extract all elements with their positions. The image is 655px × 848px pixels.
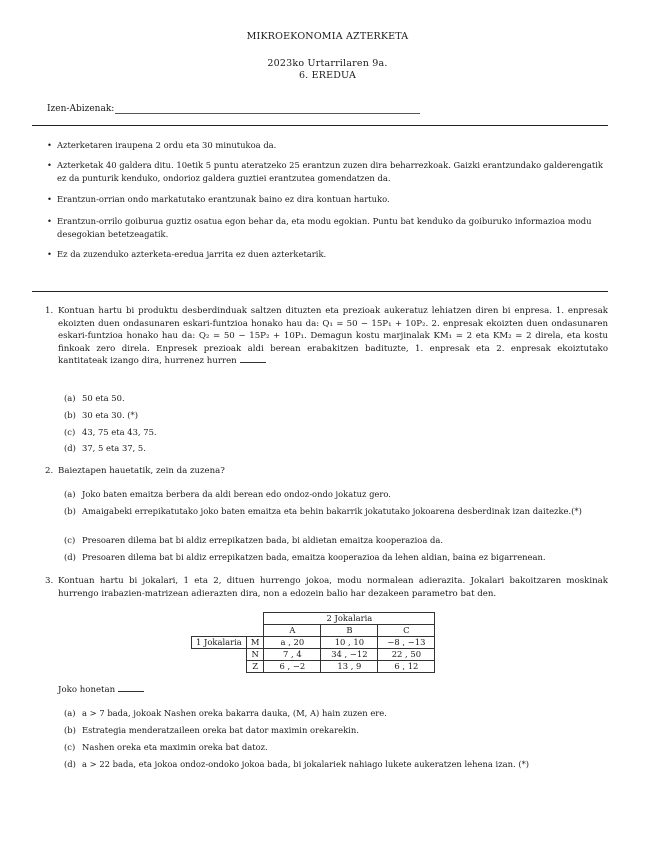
- exam-model: 6. EREDUA: [298, 70, 357, 81]
- payoff-cell: 6 , 12: [378, 661, 435, 673]
- instruction-text: Ez da zuzenduko azterketa-eredua jarrita ez duen azterketarik.: [57, 249, 327, 259]
- player1-header: 1 Jokalaria: [192, 637, 247, 649]
- matrix-row: [192, 637, 435, 649]
- question-text: Kontuan hartu bi jokalari, 1 eta 2, dituen hurrengo jokoa, modu normalean adierazita. Jokalari bakoitzaren moskinak hurrengo irabazien-matrizean adierazten dira, non a edozein balio har dezakeen parametro bat den.: [58, 576, 608, 599]
- column-header: B: [321, 625, 378, 637]
- instruction-item: • Erantzun-orrilo goiburua guztiz osatua egon behar da, eta modu egokian. Puntu bat kenduko da goiburuko informazioa modu desegokian betetzeagatik.: [47, 215, 607, 241]
- answer-blank: [240, 362, 266, 363]
- payoff-cell: 6 , −2: [264, 661, 321, 673]
- question-number: 2.: [45, 466, 54, 476]
- column-header: C: [378, 625, 435, 637]
- row-label: N: [246, 649, 264, 661]
- row-label: M: [246, 637, 264, 649]
- question-number: 1.: [45, 306, 54, 316]
- option-3d: (d) a > 22 bada, eta jokoa ondoz-ondoko jokoa bada, bi jokalariek nahiago lukete aukeratzen lehena izan. (*): [64, 759, 530, 769]
- option-2a: (a) Joko baten emaitza berbera da aldi berean edo ondoz-ondo jokatuz gero.: [64, 489, 391, 499]
- instruction-text: Azterketak 40 galdera ditu. 10etik 5 puntu ateratzeko 25 erantzun zuzen dira beharrezkoak. Gaizki erantzundako galderengatik ez da punturik kenduko, ondorioz galdera guztiei erantzutea gomendatzen da.: [57, 160, 603, 183]
- instruction-item: • Ez da zuzenduko azterketa-eredua jarrita ez duen azterketarik.: [47, 248, 607, 261]
- matrix-row: [192, 649, 435, 661]
- row-label: Z: [246, 661, 264, 673]
- matrix-row: [192, 661, 435, 673]
- option-1d: (d) 37, 5 eta 37, 5.: [64, 443, 146, 453]
- payoff-cell: 10 , 10: [321, 637, 378, 649]
- instruction-item: • Azterketaren iraupena 2 ordu eta 30 minutukoa da.: [47, 139, 607, 152]
- payoff-cell: −8 , −13: [378, 637, 435, 649]
- exam-date: 2023ko Urtarrilaren 9a.: [267, 58, 388, 69]
- instruction-text: Erantzun-orrilo goiburua guztiz osatua egon behar da, eta modu egokian. Puntu bat kenduko da goiburuko informazioa modu desegokian betetzeagatik.: [57, 216, 592, 239]
- payoff-cell: 34 , −12: [321, 649, 378, 661]
- option-2d: (d) Presoaren dilema bat bi aldiz errepikatzen bada, emaitza kooperazioa da lehen aldian, baina ez bigarrenean.: [64, 552, 546, 562]
- player2-header: 2 Jokalaria: [264, 613, 435, 625]
- option-3c: (c) Nashen oreka eta maximin oreka bat datoz.: [64, 742, 268, 752]
- option-3b: (b) Estrategia menderatzaileen oreka bat dator maximin orekarekin.: [64, 725, 359, 735]
- option-1b: (b) 30 eta 30. (*): [64, 410, 138, 420]
- instruction-item: • Azterketak 40 galdera ditu. 10etik 5 puntu ateratzeko 25 erantzun zuzen dira beharrezkoak. Gaizki erantzundako galderengatik ez da punturik kenduko, ondorioz galdera guztiei erantzutea gomendatzen da.: [47, 159, 607, 185]
- instruction-item: • Erantzun-orrian ondo markatutako erantzunak baino ez dira kontuan hartuko.: [47, 193, 607, 206]
- name-field-line: [115, 113, 420, 114]
- payoff-matrix: [191, 612, 435, 673]
- question-3-subtext: Joko honetan: [58, 685, 144, 695]
- name-label: Izen-Abizenak:: [47, 104, 115, 114]
- option-1a: (a) 50 eta 50.: [64, 393, 125, 403]
- question-number: 3.: [45, 576, 54, 586]
- instructions-rule: [32, 291, 608, 292]
- option-3a: (a) a > 7 bada, jokoak Nashen oreka bakarra dauka, (M, A) hain zuzen ere.: [64, 708, 387, 718]
- column-header: A: [264, 625, 321, 637]
- payoff-cell: a , 20: [264, 637, 321, 649]
- question-3: [45, 575, 608, 600]
- question-text: Kontuan hartu bi produktu desberdinduak saltzen dituzten eta prezioak aukeratuz lehiatzen diren bi enpresa. 1. enpresak ekoizten duen ondasunaren eskari-funtzioa honako hau da: Q₁ = 50 − 15P₁ + 10P₂. 2. enpresak ekoizten duen ondasunaren eskari-funtzioa honako hau da: Q₂ = 50 − 15P₂ + 10P₁. Demagun kostu marjinalak KM₁ = 2 eta KM₂ = 2 direla, eta kostu finkoak zero direla. Enpresek prezioak aldi berean erabakitzen badituzte, 1. enpresak eta 2. enpresak ekoiztutako kantitateak izango dira, hurrenez hurren: [58, 306, 608, 366]
- answer-blank: [118, 691, 144, 692]
- option-2c: (c) Presoaren dilema bat bi aldiz errepikatzen bada, bi aldietan emaitza kooperazioa da.: [64, 535, 444, 545]
- instruction-text: Azterketaren iraupena 2 ordu eta 30 minutukoa da.: [57, 140, 277, 150]
- question-text: Baieztapen hauetatik, zein da zuzena?: [58, 466, 225, 476]
- question-2: [45, 465, 608, 478]
- top-rule: [32, 125, 608, 126]
- payoff-cell: 13 , 9: [321, 661, 378, 673]
- payoff-cell: 7 , 4: [264, 649, 321, 661]
- exam-title: MIKROEKONOMIA AZTERKETA: [246, 31, 409, 42]
- option-2b: (b) Amaigabeki errepikatutako joko baten emaitza eta behin bakarrik jokatutako jokoarena desberdinak izan daitezke.(*): [64, 506, 582, 516]
- payoff-cell: 22 , 50: [378, 649, 435, 661]
- option-1c: (c) 43, 75 eta 43, 75.: [64, 427, 157, 437]
- instruction-text: Erantzun-orrian ondo markatutako erantzunak baino ez dira kontuan hartuko.: [57, 194, 390, 204]
- question-1: [45, 305, 608, 368]
